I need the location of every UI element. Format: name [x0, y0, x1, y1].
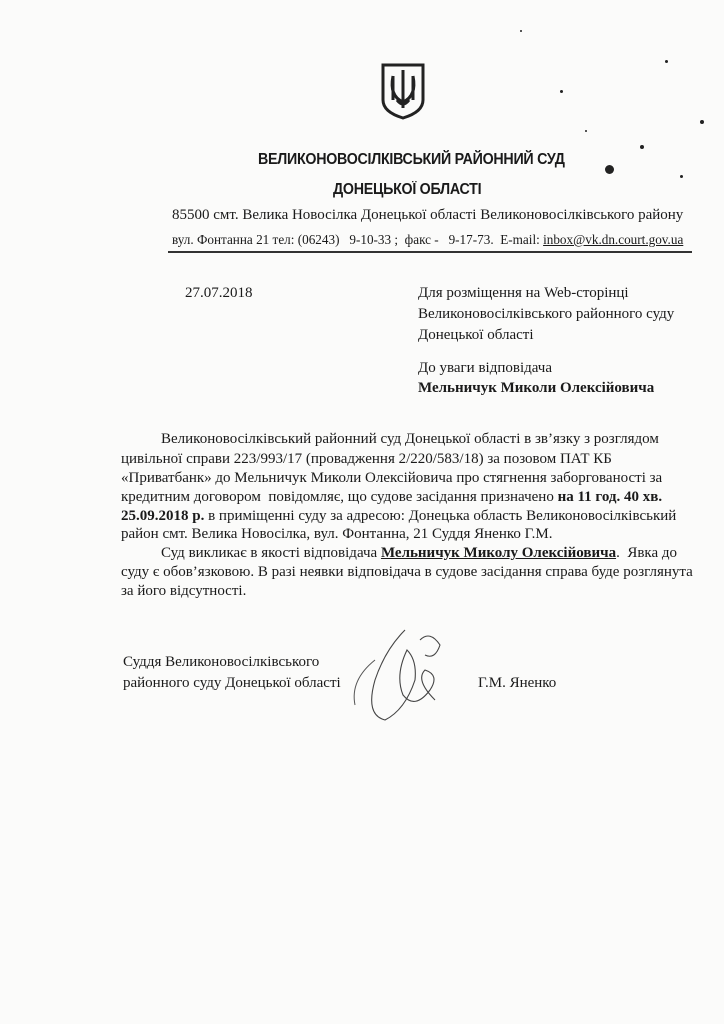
court-address: 85500 смт. Велика Новосілка Донецької області Великоновосілківського району	[172, 207, 684, 223]
court-contacts	[172, 232, 683, 248]
body-text: кредитним договором повідомляє, що судове засідання призначено	[121, 489, 558, 505]
document-date: 27.07.2018	[185, 285, 253, 301]
body-line	[161, 545, 677, 562]
body-text: . Явка до	[616, 545, 678, 561]
header-divider	[168, 251, 692, 253]
body-line: Великоновосілківський районний суд Донецької області в зв’язку з розглядом	[161, 431, 659, 447]
placement-line-2: Великоновосілківського районного суду	[418, 306, 675, 322]
contact-phones: вул. Фонтанна 21 тел: (06243) 9-10-33 ; факс - 9-17-73. E-mail:	[172, 232, 544, 247]
body-line: за його відсутності.	[121, 583, 247, 599]
hearing-date: 25.09.2018 р.	[121, 508, 205, 524]
coat-of-arms-trident-icon	[380, 62, 426, 120]
handwritten-signature	[345, 620, 465, 730]
defendant-name: Мельничук Миколу Олексійовича	[380, 545, 617, 561]
body-text: в приміщенні суду за адресою: Донецька область Великоновосілківський	[204, 508, 677, 524]
attention-name: Мельничук Миколи Олексійовича	[418, 380, 655, 396]
body-line: район смт. Велика Новосілка, вул. Фонтанна, 21 Суддя Яненко Г.М.	[121, 526, 553, 542]
signatory-title-2: районного суду Донецької області	[123, 675, 341, 691]
body-line: суду є обов’язковою. В разі неявки відповідача в судове засідання справа буде розглянута	[121, 564, 693, 580]
signatory-name: Г.М. Яненко	[478, 675, 557, 691]
body-line	[121, 508, 676, 525]
body-line: «Приватбанк» до Мельничук Миколи Олексійовича про стягнення заборгованості за	[121, 470, 663, 486]
body-line	[121, 489, 662, 506]
attention-label: До уваги відповідача	[418, 360, 553, 376]
placement-line-1: Для розміщення на Web-сторінці	[418, 285, 629, 301]
court-email-link[interactable]: inbox@vk.dn.court.gov.ua	[543, 232, 684, 247]
court-name-line1: ВЕЛИКОНОВОСІЛКІВСЬКИЙ РАЙОННИЙ СУД	[258, 151, 565, 168]
body-text: Суд викликає в якості відповідача	[161, 545, 381, 561]
placement-line-3: Донецької області	[418, 327, 534, 343]
hearing-time: на 11 год. 40 хв.	[557, 489, 663, 505]
body-line: цивільної справи 223/993/17 (провадження 2/220/583/18) за позовом ПАТ КБ	[121, 451, 612, 467]
signatory-title-1: Суддя Великоновосілківського	[123, 654, 320, 670]
court-name-line2: ДОНЕЦЬКОЇ ОБЛАСТІ	[333, 181, 482, 198]
